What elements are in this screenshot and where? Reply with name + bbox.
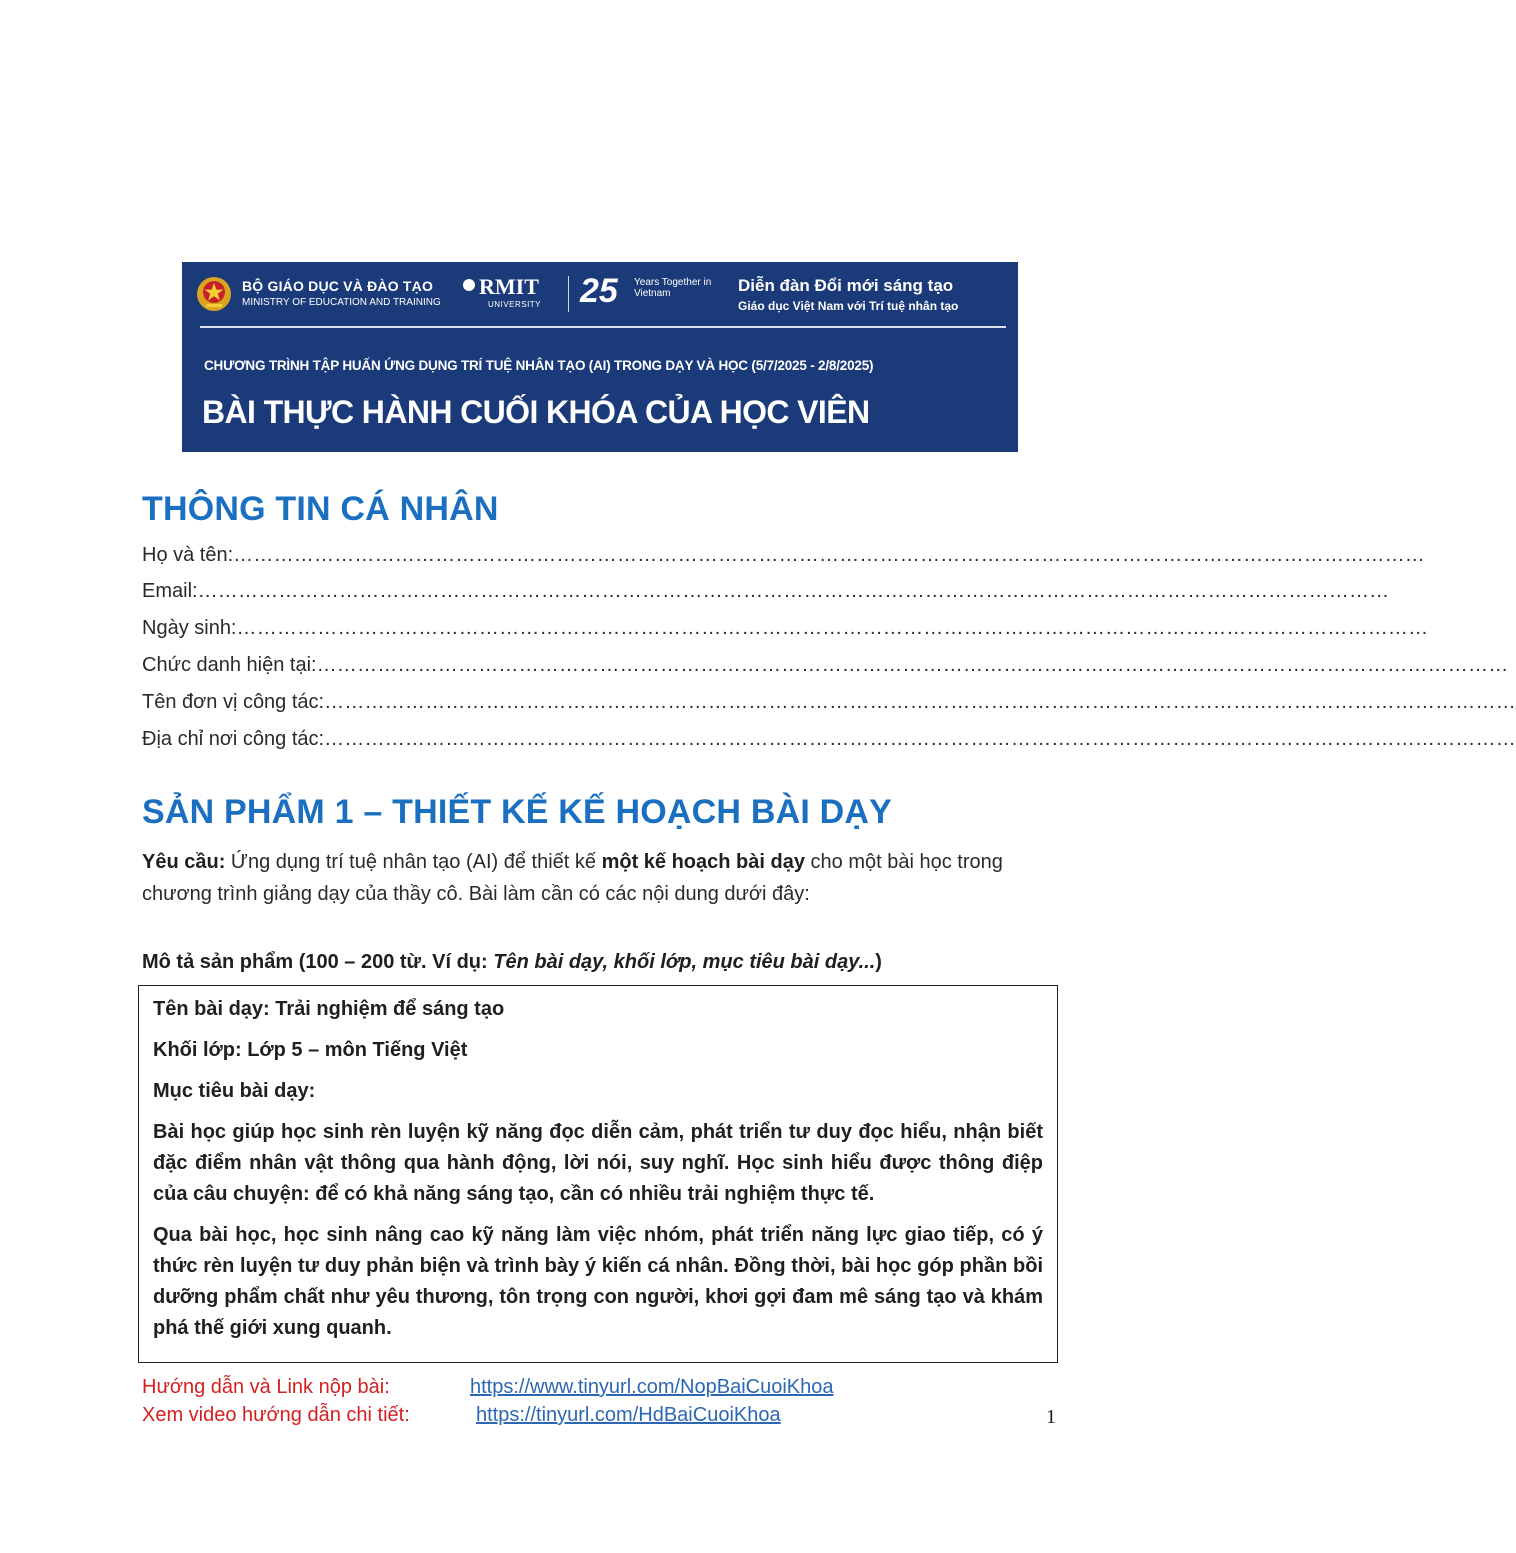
guide-label: Hướng dẫn và Link nộp bài: [142, 1376, 390, 1398]
forum-title: Diễn đàn Đổi mới sáng tạo [738, 276, 954, 295]
video-link[interactable]: https://tinyurl.com/HdBaiCuoiKhoa [476, 1404, 781, 1426]
job-title-field[interactable] [142, 654, 1509, 677]
guide-line [142, 1376, 390, 1399]
logo-divider [568, 276, 569, 312]
full-name-field[interactable] [142, 544, 1425, 567]
email-field[interactable] [142, 580, 1390, 603]
anniversary-number: 25 [580, 272, 618, 310]
objectives-paragraph-2: Qua bài học, học sinh nâng cao kỹ năng làm việc nhóm, phát triển năng lực giao tiếp, có ý thức rèn luyện tư duy phản biện và trình bày ý kiến cá nhân. Đồng thời, bài học góp phần bồi dưỡng phẩm chất như yêu thương, tôn trọng con người, khơi gợi đam mê sáng tạo và khám phá thế giới xung quanh. [153, 1224, 1043, 1339]
banner-divider [200, 326, 1006, 328]
field-label: Ngày sinh: [142, 617, 237, 639]
product-heading: SẢN PHẨM 1 – THIẾT KẾ KẾ HOẠCH BÀI DẠY [142, 793, 893, 831]
grade-level: Khối lớp: Lớp 5 – môn Tiếng Việt [153, 1039, 468, 1061]
description-label [142, 951, 882, 974]
field-dots: …………………………………………………………………………………………………………………………………………………………… [316, 654, 1509, 676]
field-dots: …………………………………………………………………………………………………………………………………………………………… [197, 580, 1390, 602]
header-banner [182, 262, 1018, 452]
page-number: 1 [1046, 1406, 1056, 1428]
field-dots: …………………………………………………………………………………………………………………………………………………………… [233, 544, 1425, 566]
product-description-box[interactable] [138, 985, 1058, 1363]
field-dots: …………………………………………………………………………………………………………………………………………………………… [324, 691, 1516, 713]
video-line [142, 1404, 410, 1427]
field-label: Chức danh hiện tại: [142, 654, 317, 676]
field-dots: …………………………………………………………………………………………………………………………………………………………… [324, 728, 1516, 750]
submission-link[interactable]: https://www.tinyurl.com/NopBaiCuoiKhoa [470, 1376, 834, 1398]
workplace-address-field[interactable] [142, 728, 1516, 751]
rmit-subtitle: UNIVERSITY [488, 300, 542, 309]
objectives-paragraph-1: Bài học giúp học sinh rèn luyện kỹ năng đọc diễn cảm, phát triển tư duy đọc hiểu, nhận biết đặc điểm nhân vật thông qua hành động, lời nói, suy nghĩ. Học sinh hiểu được thông điệp của câu chuyện: để có khả năng sáng tạo, cần có nhiều trải nghiệm thực tế. [153, 1121, 1043, 1205]
objectives-label: Mục tiêu bài dạy: [153, 1080, 316, 1102]
description-label-part-2: ) [875, 951, 882, 973]
ministry-name-vn: BỘ GIÁO DỤC VÀ ĐÀO TẠO [242, 278, 434, 294]
banner-main-title: BÀI THỰC HÀNH CUỐI KHÓA CỦA HỌC VIÊN [202, 394, 870, 430]
forum-subtitle: Giáo dục Việt Nam với Trí tuệ nhân tạo [738, 299, 959, 313]
requirement-label: Yêu cầu: [142, 851, 226, 873]
requirement-part-1: Ứng dụng trí tuệ nhân tạo (AI) để thiết kế [225, 851, 602, 873]
field-label: Họ và tên: [142, 544, 234, 566]
field-label: Email: [142, 580, 198, 602]
program-title: CHƯƠNG TRÌNH TẬP HUẤN ỨNG DỤNG TRÍ TUỆ NHÂN TẠO (AI) TRONG DẠY VÀ HỌC (5/7/2025 - 2/8/2025) [204, 358, 874, 373]
field-label: Tên đơn vị công tác: [142, 691, 325, 713]
anniversary-text: Years Together in Vietnam [634, 277, 712, 299]
workplace-name-field[interactable] [142, 691, 1516, 714]
ministry-name-en: MINISTRY OF EDUCATION AND TRAINING [242, 297, 441, 308]
rmit-name: RMIT [479, 274, 539, 299]
birth-date-field[interactable] [142, 617, 1429, 640]
rmit-logo-icon [463, 279, 475, 291]
field-label: Địa chỉ nơi công tác: [142, 728, 325, 750]
lesson-name: Tên bài dạy: Trải nghiệm để sáng tạo [153, 998, 505, 1020]
personal-info-heading: THÔNG TIN CÁ NHÂN [142, 490, 499, 528]
requirement-bold: một kế hoạch bài dạy [601, 851, 805, 873]
video-label: Xem video hướng dẫn chi tiết: [142, 1404, 410, 1426]
field-dots: …………………………………………………………………………………………………………………………………………………………… [236, 617, 1429, 639]
requirement-text [142, 846, 1062, 910]
requirement-part-2: cho một bài học trong chương trình giảng dạy của thầy cô. Bài làm cần có các nội dung dưới đây: [142, 851, 1003, 905]
national-emblem-icon [196, 276, 232, 312]
description-label-example: Tên bài dạy, khối lớp, mục tiêu bài dạy... [493, 951, 876, 973]
description-label-part-1: Mô tả sản phẩm (100 – 200 từ. Ví dụ: [142, 951, 494, 973]
